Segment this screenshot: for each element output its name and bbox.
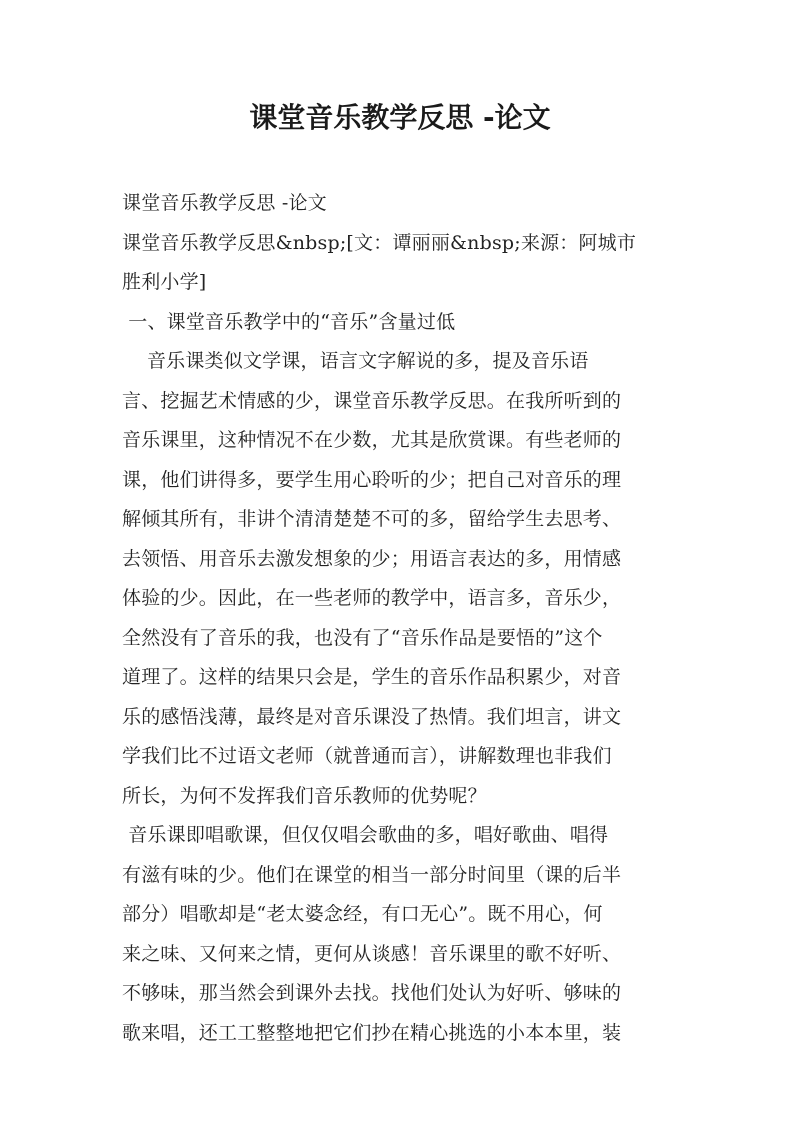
document-title: 课堂音乐教学反思 -论文 xyxy=(249,101,551,134)
body-line: 音乐课即唱歌课，但仅仅唱会歌曲的多，唱好歌曲、唱得 xyxy=(122,824,609,846)
body-line: 来之味、又何来之情，更何从谈感！音乐课里的歌不好听、 xyxy=(122,942,622,965)
body-line: 去领悟、用音乐去激发想象的少；用语言表达的多，用情感 xyxy=(122,547,622,570)
body-line: 有滋有味的少。他们在课堂的相当一部分时间里（课的后半 xyxy=(122,863,622,886)
document-body xyxy=(122,184,682,1053)
section-heading: 一、课堂音乐教学中的“音乐”含量过低 xyxy=(122,310,456,333)
body-line: 不够味，那当然会到课外去找。找他们处认为好听、够味的 xyxy=(122,982,622,1004)
body-line: 学我们比不过语文老师（就普通而言），讲解数理也非我们 xyxy=(122,745,612,767)
body-line: 乐的感悟浅薄，最终是对音乐课没了热情。我们坦言，讲文 xyxy=(122,705,622,728)
body-line: 体验的少。因此，在一些老师的教学中，语言多，音乐少， xyxy=(122,587,622,609)
body-line: 歌来唱，还工工整整地把它们抄在精心挑选的小本本里，装 xyxy=(122,1021,622,1044)
body-line: 课，他们讲得多，要学生用心聆听的少；把自己对音乐的理 xyxy=(122,468,622,491)
body-line: 道理了。这样的结果只会是，学生的音乐作品积累少，对音 xyxy=(122,666,622,688)
body-line: 课堂音乐教学反思 -论文 xyxy=(122,192,327,214)
body-line: 言、挖掘艺术情感的少，课堂音乐教学反思。在我所听到的 xyxy=(122,389,622,412)
body-line: 胜利小学] xyxy=(122,271,207,293)
body-line: 音乐课类似文学课，语言文字解说的多，提及音乐语 xyxy=(122,350,589,372)
body-line: 课堂音乐教学反思&nbsp;[文：谭丽丽&nbsp;来源：阿城市 xyxy=(122,231,637,254)
body-line: 解倾其所有，非讲个清清楚楚不可的多，留给学生去思考、 xyxy=(122,508,622,530)
body-line: 音乐课里，这种情况不在少数，尤其是欣赏课。有些老师的 xyxy=(122,429,622,451)
body-line: 所长，为何不发挥我们音乐教师的优势呢？ xyxy=(122,784,487,807)
body-line: 部分）唱歌却是“老太婆念经，有口无心”。既不用心，何 xyxy=(122,903,603,925)
body-line: 全然没有了音乐的我，也没有了“音乐作品是要悟的”这个 xyxy=(122,626,603,649)
